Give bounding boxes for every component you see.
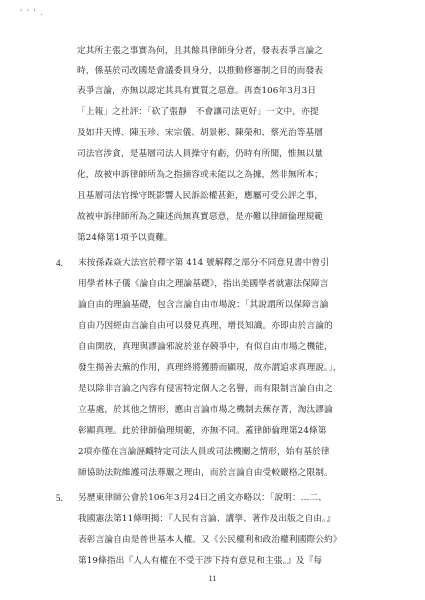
text-line: 用學者林子儀《論自由之理論基礎》，指出美國學者就憲法保障言 <box>78 279 329 289</box>
item-number: 5. <box>56 493 63 503</box>
text-line: 2項亦僅在言論誣衊特定司法人員或司法機關之情形，始有基於律 <box>78 447 330 457</box>
text-line: 彰顯真理。此於律師倫理規範，亦無不同。蓋律師倫理第24條第 <box>78 426 327 436</box>
text-line: 司法官涉貪，是基層司法人員操守有虧，仍時有所聞，惟無以量 <box>77 149 324 159</box>
text-line: 化，故被申訴律師所為之指摘容或未能以之為據，然非無所本； <box>77 170 324 180</box>
text-line: 師協助法院維護司法尊嚴之理由，而於言論自由受較嚴格之限制。 <box>78 468 333 478</box>
text-line: 發生揚善去蕪的作用，真理終將獲勝而顯現，故亦謂追求真理說。」， <box>78 363 342 373</box>
text-line: 定其所主張之事實為何，且其餘具律師身分者，發表表爭言論之 <box>77 46 324 56</box>
text-line: 我國憲法第11條明揭：『人民有言論、講學、著作及出版之自由。』 <box>78 514 336 524</box>
text-line: 時，係基於司改國是會議委員身分，以推動修審制之目的而發表 <box>77 66 324 76</box>
scan-corner-marks: ' ' ' . <box>20 8 44 17</box>
text-line: 論自由的理論基礎，包含言論自由市場說：「其說謂所以保障言論 <box>78 300 329 310</box>
text-line: 第19條指出『人人有權在不受干涉下持有意見和主張。』及『每 <box>78 556 323 566</box>
text-line: 末按孫森焱大法官於釋字第 414 號解釋之部分不同意見書中曾引 <box>78 258 330 268</box>
text-line: 自由開放，真理與謬論邪說於並存競爭中，有似自由市場之機能， <box>78 342 333 352</box>
text-line: 及如井天博、陳玉珍、宋宗儀、胡景彬、陳榮和、蔡光治等基層 <box>77 128 324 138</box>
text-line: 且基層司法官操守既影響人民訴訟權甚鉅，應屬可受公評之事， <box>77 191 324 201</box>
text-line: 故被申訴律師所為之陳述尚無真實惡意，是亦難以律師倫理規範 <box>77 212 324 222</box>
text-line: 第24條第1項予以責難。 <box>77 233 173 243</box>
page-number: 11 <box>208 574 217 583</box>
text-line: 自由乃因經由言論自由可以發見真理，增長知識。亦即由於言論的 <box>78 321 333 331</box>
text-line: 是以除非言論之內容有侵害特定個人之名譽，而有限制言論自由之 <box>78 384 333 394</box>
text-line: 表爭言論，亦無以認定其具有實質之惡意。再查106年3月3日 <box>77 86 317 96</box>
text-line: 「上報」之社評：「砍了張靜 不會讓司法更好」一文中，亦提 <box>77 107 319 117</box>
text-line: 立基處，於其他之情形，應由言論市場之機制去蕪存菁，淘汰謬論 <box>78 405 333 415</box>
item-number: 4. <box>56 258 63 268</box>
text-line: 表彰言論自由是普世基本人權。又《公民權利和政治權利國際公約》 <box>78 535 342 545</box>
text-line: 另歷東律師公會於106年3月24日之函文亦略以：「說明：...二、 <box>78 493 327 503</box>
